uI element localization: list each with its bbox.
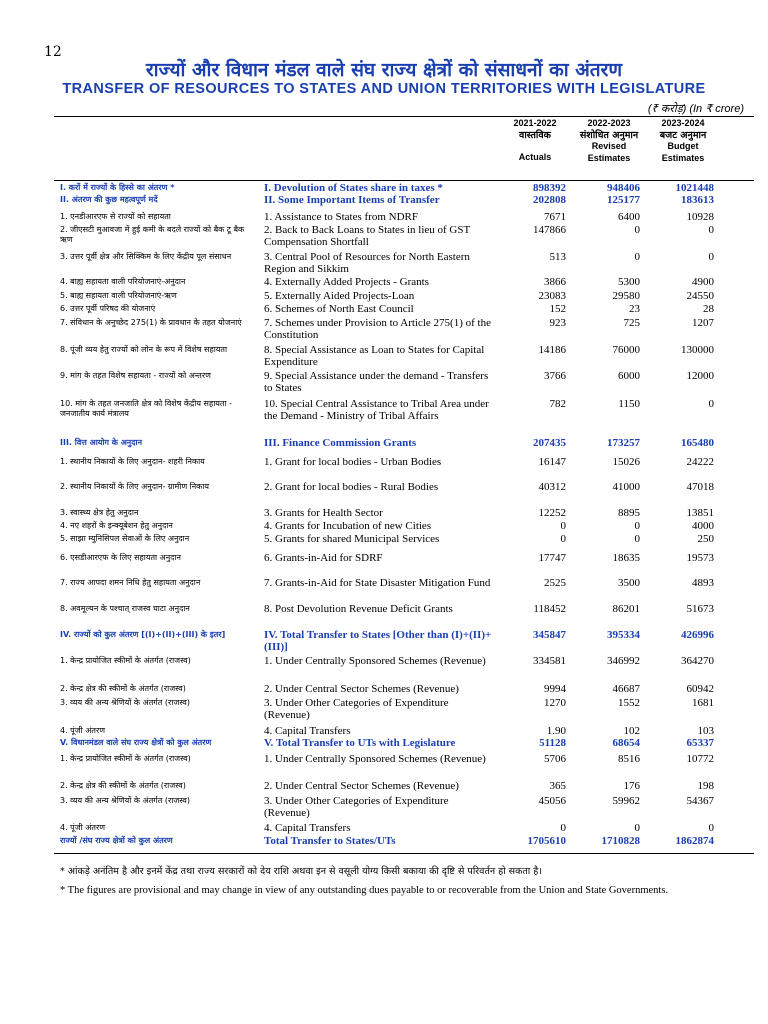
- row-label-english: 3. Under Other Categories of Expenditure (Revenue): [264, 795, 449, 819]
- value-budget: 13851: [686, 507, 714, 519]
- value-revised: 0: [634, 520, 640, 532]
- row-label-hindi: 2. स्थानीय निकायों के लिए अनुदान- ग्रामीण निकाय: [60, 482, 210, 491]
- value-actuals: 40312: [538, 481, 566, 493]
- row-label-english: 1. Assistance to States from NDRF: [264, 211, 418, 223]
- column-hindi: वास्तविक: [519, 129, 551, 141]
- value-budget: 47018: [686, 481, 714, 493]
- row-label-english: 5. Grants for shared Municipal Services: [264, 533, 440, 545]
- value-budget: 12000: [686, 370, 714, 382]
- value-revised: 8516: [618, 753, 640, 765]
- row-label-hindi: 4. नए शहरों के इन्क्यूबेशन हेतु अनुदान: [60, 521, 173, 530]
- row-label-hindi: 5. बाह्य सहायता वाली परियोजनाएं-ऋण: [60, 291, 177, 300]
- value-budget: 1681: [692, 697, 714, 709]
- title-hindi: राज्यों और विधान मंडल वाले संघ राज्य क्षेत्रों को संसाधनों का अंतरण: [145, 59, 623, 81]
- row-label-english: 2. Grant for local bodies - Rural Bodies: [264, 481, 439, 493]
- row-label-hindi: II. अंतरण की कुछ महत्वपूर्ण मदें: [60, 195, 158, 204]
- value-budget: 54367: [686, 795, 714, 807]
- value-actuals: 45056: [538, 795, 566, 807]
- row-label-hindi: 6. उत्तर पूर्वी परिषद की योजनाएं: [60, 304, 156, 313]
- value-revised: 176: [623, 780, 640, 792]
- value-budget: 0: [708, 822, 714, 834]
- value-budget: 183613: [681, 194, 714, 206]
- row-label-english: III. Finance Commission Grants: [264, 437, 417, 449]
- row-label-english: 4. Capital Transfers: [264, 822, 351, 834]
- row-label-english: 1. Under Centrally Sponsored Schemes (Revenue): [264, 753, 486, 765]
- value-actuals: 202808: [533, 194, 566, 206]
- row-label-hindi: 10. मांग के तहत जनजाति क्षेत्र को विशेष केंद्रीय सहायता - जनजातीय कार्य मंत्रालय: [60, 399, 232, 418]
- value-actuals: 14186: [538, 344, 566, 356]
- value-revised: 1710828: [601, 835, 640, 847]
- row-label-hindi: 9. मांग के तहत विशेष सहायता - राज्यों को अन्तरण: [60, 371, 211, 380]
- value-budget: 10772: [686, 753, 714, 765]
- row-label-english: 8. Special Assistance as Loan to States for Capital Expenditure: [264, 344, 485, 368]
- value-actuals: 118452: [533, 603, 566, 615]
- value-actuals: 152: [549, 303, 566, 315]
- row-label-english: Total Transfer to States/UTs: [264, 835, 396, 847]
- value-budget: 0: [708, 251, 714, 263]
- row-label-english: I. Devolution of States share in taxes *: [264, 182, 443, 194]
- value-actuals: 147866: [533, 224, 566, 236]
- row-label-hindi: 3. व्यय की अन्य श्रेणियों के अंतर्गत (राजस्व): [60, 698, 190, 707]
- value-revised: 15026: [612, 456, 640, 468]
- footnote-english: * The figures are provisional and may change in view of any outstanding dues payable to or recoverable from the Union and State Governments.: [60, 885, 669, 896]
- value-actuals: 898392: [533, 182, 566, 194]
- value-actuals: 0: [560, 533, 566, 545]
- value-actuals: 2525: [544, 577, 566, 589]
- value-revised: 29580: [612, 290, 640, 302]
- value-actuals: 12252: [538, 507, 566, 519]
- row-label-hindi: 5. साझा म्युनिसिपल सेवाओं के लिए अनुदान: [60, 534, 190, 543]
- footnote-hindi: * आंकड़े अनंतिम है और इनमें केंद्र तथा राज्य सरकारों को देय राशि अथवा इन से वसूली योग्य किसी बकाया की दृष्टि से परिवर्तन हो सकता है।: [60, 866, 542, 877]
- row-label-hindi: 3. व्यय की अन्य श्रेणियों के अंतर्गत (राजस्व): [60, 796, 190, 805]
- row-label-hindi: 3. स्वास्थ्य क्षेत्र हेतु अनुदान: [60, 508, 139, 517]
- unit-label: (₹ करोड़) (In ₹ crore): [647, 103, 744, 115]
- value-revised: 18635: [612, 552, 640, 564]
- row-label-english: 3. Under Other Categories of Expenditure (Revenue): [264, 697, 449, 721]
- column-english: Revised Estimates: [587, 141, 631, 163]
- value-revised: 395334: [607, 629, 640, 641]
- column-header-revised: [574, 118, 644, 164]
- value-revised: 46687: [612, 683, 640, 695]
- value-budget: 0: [708, 224, 714, 236]
- page-number: 12: [44, 44, 62, 60]
- row-label-english: 6. Schemes of North East Council: [264, 303, 414, 315]
- value-revised: 1552: [618, 697, 640, 709]
- value-budget: 130000: [681, 344, 714, 356]
- value-actuals: 1705610: [527, 835, 566, 847]
- row-label-english: 3. Grants for Health Sector: [264, 507, 383, 519]
- row-label-english: 2. Under Central Sector Schemes (Revenue): [264, 683, 459, 695]
- value-revised: 3500: [618, 577, 640, 589]
- row-label-english: 8. Post Devolution Revenue Deficit Grants: [264, 603, 453, 615]
- value-revised: 0: [634, 251, 640, 263]
- value-budget: 4900: [692, 276, 714, 288]
- row-label-english: 1. Grant for local bodies - Urban Bodies: [264, 456, 442, 468]
- row-label-english: 4. Externally Added Projects - Grants: [264, 276, 429, 288]
- row-label-hindi: 1. एनडीआरएफ से राज्यों को सहायता: [60, 212, 171, 221]
- value-revised: 0: [634, 822, 640, 834]
- value-budget: 19573: [686, 552, 714, 564]
- column-hindi: बजट अनुमान: [659, 129, 707, 141]
- value-actuals: 5706: [544, 753, 566, 765]
- header-bottom-rule: [54, 180, 754, 181]
- row-label-english: 7. Grants-in-Aid for State Disaster Mitigation Fund: [264, 577, 491, 589]
- column-header-actuals: [500, 118, 570, 164]
- value-revised: 1150: [618, 398, 640, 410]
- row-label-hindi: 1. केन्द्र प्रायोजित स्कीमों के अंतर्गत (राजस्व): [60, 754, 191, 763]
- value-budget: 198: [697, 780, 714, 792]
- value-actuals: 23083: [538, 290, 566, 302]
- value-revised: 23: [629, 303, 640, 315]
- value-budget: 0: [708, 398, 714, 410]
- value-budget: 364270: [681, 655, 714, 667]
- value-actuals: 16147: [538, 456, 566, 468]
- value-revised: 41000: [612, 481, 640, 493]
- value-revised: 5300: [618, 276, 640, 288]
- value-budget: 250: [697, 533, 714, 545]
- value-revised: 8895: [618, 507, 640, 519]
- row-label-hindi: 8. पूंजी व्यय हेतु राज्यों को लोन के रूप में विशेष सहायता: [60, 345, 228, 354]
- value-revised: 948406: [607, 182, 640, 194]
- value-actuals: 3766: [544, 370, 566, 382]
- row-label-hindi: IV. राज्यों को कुल अंतरण [(I)+(II)+(III) के इतर]: [60, 630, 226, 639]
- value-revised: 6000: [618, 370, 640, 382]
- value-actuals: 782: [549, 398, 566, 410]
- row-label-hindi: 2. जीएसटी मुआवजा में हुई कमी के बदले राज्यों को बैक टू बैक ऋण: [60, 225, 245, 244]
- value-actuals: 3866: [544, 276, 566, 288]
- row-label-english: II. Some Important Items of Transfer: [264, 194, 440, 206]
- value-actuals: 17747: [538, 552, 566, 564]
- title-english: TRANSFER OF RESOURCES TO STATES AND UNION TERRITORIES WITH LEGISLATURE: [62, 81, 706, 97]
- value-budget: 103: [697, 725, 714, 737]
- column-year: 2023-2024: [661, 118, 705, 128]
- value-actuals: 345847: [533, 629, 566, 641]
- row-label-english: 7. Schemes under Provision to Article 275(1) of the Constitution: [264, 317, 491, 341]
- value-revised: 0: [634, 533, 640, 545]
- row-label-hindi: 1. स्थानीय निकायों के लिए अनुदान- शहरी निकाय: [60, 457, 205, 466]
- value-revised: 6400: [618, 211, 640, 223]
- value-budget: 165480: [681, 437, 714, 449]
- value-actuals: 365: [549, 780, 566, 792]
- row-label-hindi: 3. उत्तर पूर्वी क्षेत्र और सिक्किम के लिए केंद्रीय पूल संसाधन: [60, 252, 232, 261]
- value-revised: 0: [634, 224, 640, 236]
- value-actuals: 0: [560, 520, 566, 532]
- value-budget: 1207: [692, 317, 714, 329]
- value-revised: 102: [623, 725, 640, 737]
- value-actuals: 0: [560, 822, 566, 834]
- table-top-rule: [54, 116, 754, 117]
- value-actuals: 9994: [544, 683, 566, 695]
- row-label-english: 5. Externally Aided Projects-Loan: [264, 290, 415, 302]
- row-label-english: 2. Under Central Sector Schemes (Revenue): [264, 780, 459, 792]
- row-label-english: 1. Under Centrally Sponsored Schemes (Revenue): [264, 655, 486, 667]
- row-label-hindi: 6. एसडीआरएफ के लिए सहायता अनुदान: [60, 553, 181, 562]
- value-actuals: 334581: [533, 655, 566, 667]
- row-label-english: 3. Central Pool of Resources for North Eastern Region and Sikkim: [264, 251, 470, 275]
- row-label-hindi: 7. राज्य आपदा शमन निधि हेतु सहायता अनुदान: [60, 578, 201, 587]
- value-budget: 1862874: [675, 835, 714, 847]
- value-revised: 76000: [612, 344, 640, 356]
- row-label-english: 4. Capital Transfers: [264, 725, 351, 737]
- row-label-english: 6. Grants-in-Aid for SDRF: [264, 552, 383, 564]
- value-budget: 24550: [686, 290, 714, 302]
- column-year: 2022-2023: [587, 118, 631, 128]
- row-label-english: 2. Back to Back Loans to States in lieu of GST Compensation Shortfall: [264, 224, 471, 248]
- value-budget: 28: [703, 303, 714, 315]
- value-actuals: 923: [549, 317, 566, 329]
- value-actuals: 207435: [533, 437, 566, 449]
- value-revised: 725: [623, 317, 640, 329]
- row-label-english: 9. Special Assistance under the demand - Transfers to States: [264, 370, 489, 394]
- row-label-hindi: III. वित्त आयोग के अनुदान: [60, 438, 143, 447]
- row-label-hindi: 4. पूंजी अंतरण: [60, 823, 105, 832]
- value-revised: 173257: [607, 437, 640, 449]
- value-budget: 4000: [692, 520, 714, 532]
- row-label-english: V. Total Transfer to UTs with Legislature: [264, 737, 456, 749]
- value-revised: 346992: [607, 655, 640, 667]
- value-budget: 65337: [686, 737, 714, 749]
- row-label-hindi: I. करों में राज्यों के हिस्से का अंतरण *: [60, 183, 175, 192]
- row-label-english: 4. Grants for Incubation of new Cities: [264, 520, 432, 532]
- row-label-hindi: 2. केन्द्र क्षेत्र की स्कीमों के अंतर्गत (राजस्व): [60, 781, 186, 790]
- value-actuals: 51128: [539, 737, 566, 749]
- value-revised: 125177: [607, 194, 640, 206]
- value-budget: 24222: [686, 456, 714, 468]
- value-budget: 4893: [692, 577, 714, 589]
- value-budget: 60942: [686, 683, 714, 695]
- value-budget: 10928: [686, 211, 714, 223]
- value-actuals: 513: [549, 251, 566, 263]
- value-actuals: 7671: [544, 211, 566, 223]
- column-header-budget: [648, 118, 718, 164]
- value-revised: 68654: [612, 737, 640, 749]
- row-label-english: 10. Special Central Assistance to Tribal Area under the Demand - Ministry of Tribal Affairs: [264, 398, 489, 422]
- row-label-hindi: V. विधानमंडल वाले संघ राज्य क्षेत्रों को कुल अंतरण: [60, 738, 212, 747]
- column-hindi: संशोधित अनुमान: [579, 129, 639, 141]
- column-year: 2021-2022: [513, 118, 557, 128]
- value-revised: 86201: [612, 603, 640, 615]
- value-budget: 426996: [681, 629, 714, 641]
- value-budget: 51673: [686, 603, 714, 615]
- row-label-hindi: 1. केन्द्र प्रायोजित स्कीमों के अंतर्गत (राजस्व): [60, 656, 191, 665]
- row-label-hindi: 7. संविधान के अनुच्छेद 275(1) के प्रावधान के तहत योजनाएं: [60, 318, 242, 327]
- row-label-english: IV. Total Transfer to States [Other than (I)+(II)+(III)]: [264, 629, 492, 653]
- table-bottom-rule: [54, 853, 754, 854]
- value-actuals: 1.90: [546, 725, 566, 737]
- value-budget: 1021448: [675, 182, 714, 194]
- value-actuals: 1270: [544, 697, 566, 709]
- row-label-hindi: 4. पूंजी अंतरण: [60, 726, 105, 735]
- column-english: Budget Estimates: [661, 141, 705, 163]
- row-label-hindi: 4. बाह्य सहायता वाली परियोजनाएं-अनुदान: [60, 277, 186, 286]
- column-english: Actuals: [518, 152, 552, 162]
- row-label-hindi: 2. केन्द्र क्षेत्र की स्कीमों के अंतर्गत (राजस्व): [60, 684, 186, 693]
- value-revised: 59962: [612, 795, 640, 807]
- row-label-hindi: 8. अवमूल्यन के पश्चात् राजस्व घाटा अनुदान: [60, 604, 190, 613]
- row-label-hindi: राज्यों /संघ राज्य क्षेत्रों को कुल अंतरण: [60, 836, 173, 845]
